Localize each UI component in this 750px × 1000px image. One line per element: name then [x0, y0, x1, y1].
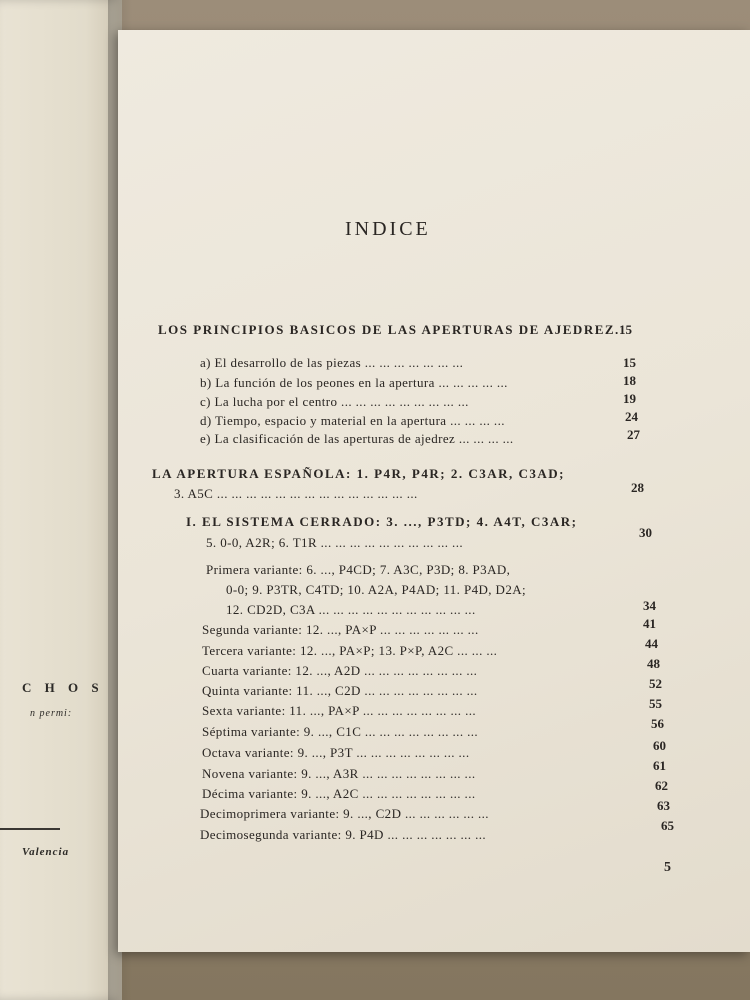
toc-entry-sexta-variante: Sexta variante: 11. ..., PA×P ... ... ... ... ... ... ... ... — [202, 703, 477, 718]
toc-entry-sistema-cerrado-cont: 5. 0-0, A2R; 6. T1R ... ... ... ... ... ... ... ... ... ... — [206, 535, 464, 550]
toc-entry-decimoprimera-variante: Decimoprimera variante: 9. ..., C2D ... ... ... ... ... ... — [200, 806, 489, 821]
toc-entry-c: c) La lucha por el centro ... ... ... ... ... ... ... ... ... — [200, 394, 469, 409]
left-page-fragment-valencia: Valencia — [22, 846, 70, 858]
toc-page-principios: 15 — [619, 322, 632, 337]
toc-entry-octava-variante: Octava variante: 9. ..., P3T ... ... ... ... ... ... ... ... — [202, 745, 470, 760]
left-page-rule — [0, 828, 60, 830]
toc-entry-b: b) La función de los peones en la apertura ... ... ... ... ... — [200, 375, 508, 390]
toc-entry-primera-variante-cont2: 12. CD2D, C3A ... ... ... ... ... ... ... ... ... ... ... — [226, 602, 476, 617]
toc-page-d: 24 — [625, 409, 638, 424]
toc-entry-decimosegunda-variante: Decimosegunda variante: 9. P4D ... ... ... ... ... ... ... — [200, 827, 487, 842]
toc-entry-a: a) El desarrollo de las piezas ... ... ... ... ... ... ... — [200, 355, 464, 370]
toc-page-segunda-variante: 41 — [643, 616, 656, 631]
toc-entry-primera-variante: Primera variante: 6. ..., P4CD; 7. A3C, P3D; 8. P3AD, — [206, 562, 511, 577]
toc-entry-novena-variante: Novena variante: 9. ..., A3R ... ... ... ... ... ... ... ... — [202, 766, 476, 781]
toc-page-septima-variante: 56 — [651, 716, 664, 731]
toc-page-octava-variante: 60 — [653, 738, 666, 753]
left-page — [0, 0, 122, 1000]
toc-page-tercera-variante: 44 — [645, 636, 658, 651]
toc-entry-d: d) Tiempo, espacio y material en la apertura ... ... ... ... — [200, 413, 505, 428]
toc-page-c: 19 — [623, 391, 636, 406]
toc-entry-segunda-variante: Segunda variante: 12. ..., PA×P ... ... ... ... ... ... ... — [202, 622, 479, 637]
toc-entry-e: e) La clasificación de las aperturas de ajedrez ... ... ... ... — [200, 431, 514, 446]
toc-page-sexta-variante: 55 — [649, 696, 662, 711]
toc-page-b: 18 — [623, 373, 636, 388]
toc-entry-apertura-espanola: LA APERTURA ESPAÑOLA: 1. P4R, P4R; 2. C3AR, C3AD; — [152, 466, 565, 481]
toc-page-quinta-variante: 52 — [649, 676, 662, 691]
toc-page-decima-variante: 62 — [655, 778, 668, 793]
toc-page-decimoprimera-variante: 63 — [657, 798, 670, 813]
toc-page-e: 27 — [627, 427, 640, 442]
toc-entry-principios: LOS PRINCIPIOS BASICOS DE LAS APERTURAS DE AJEDREZ. — [158, 322, 620, 337]
page-number: 5 — [664, 860, 671, 875]
toc-entry-septima-variante: Séptima variante: 9. ..., C1C ... ... ... ... ... ... ... ... — [202, 724, 479, 739]
toc-page-apertura-espanola: 28 — [631, 480, 644, 495]
toc-page-cuarta-variante: 48 — [647, 656, 660, 671]
toc-entry-primera-variante-cont1: 0-0; 9. P3TR, C4TD; 10. A2A, P4AD; 11. P4D, D2A; — [226, 582, 527, 597]
toc-page-decimosegunda-variante: 65 — [661, 818, 674, 833]
toc-page-a: 15 — [623, 355, 636, 370]
toc-page-primera-variante: 34 — [643, 598, 656, 613]
left-page-fragment-chos: C H O S — [22, 680, 104, 695]
toc-entry-apertura-espanola-cont: 3. A5C ... ... ... ... ... ... ... ... ... ... ... ... ... ... — [174, 486, 418, 501]
toc-entry-decima-variante: Décima variante: 9. ..., A2C ... ... ... ... ... ... ... ... — [202, 786, 476, 801]
page-title: INDICE — [345, 218, 431, 240]
toc-entry-sistema-cerrado: I. EL SISTEMA CERRADO: 3. ..., P3TD; 4. A4T, C3AR; — [186, 514, 578, 529]
toc-entry-tercera-variante: Tercera variante: 12. ..., PA×P; 13. P×P, A2C ... ... ... — [202, 643, 498, 658]
toc-entry-cuarta-variante: Cuarta variante: 12. ..., A2D ... ... ... ... ... ... ... ... — [202, 663, 478, 678]
toc-page-sistema-cerrado: 30 — [639, 525, 652, 540]
toc-page-novena-variante: 61 — [653, 758, 666, 773]
toc-entry-quinta-variante: Quinta variante: 11. ..., C2D ... ... ... ... ... ... ... ... — [202, 683, 478, 698]
left-page-fragment-permi: n permi: — [30, 708, 73, 719]
